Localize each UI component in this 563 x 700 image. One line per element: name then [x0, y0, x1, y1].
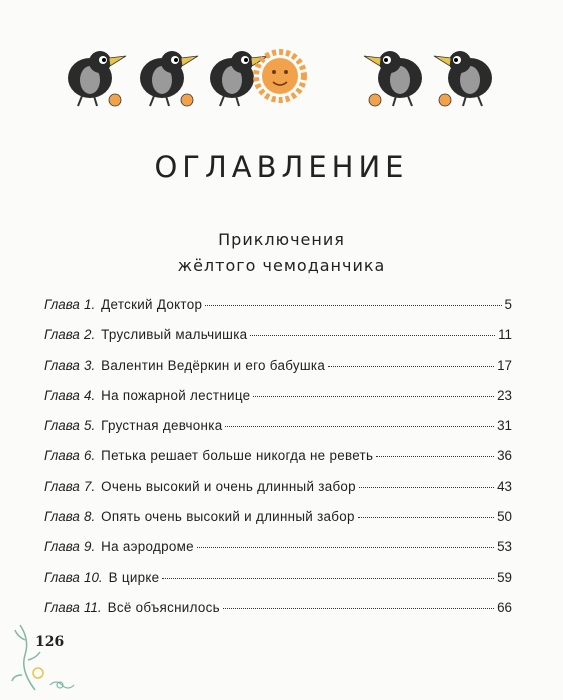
- chapter-page-number: 17: [497, 357, 512, 373]
- dot-leader: [162, 578, 494, 579]
- crow-illustration: [364, 51, 422, 106]
- chapter-number: 9.: [84, 539, 96, 555]
- dot-leader: [223, 608, 494, 609]
- toc-entry[interactable]: [44, 358, 512, 388]
- chapter-title: Очень высокий и очень длинный забор: [101, 478, 356, 494]
- chapter-number: 1.: [84, 297, 96, 312]
- chapter-page-number: 50: [497, 509, 512, 525]
- toc-entry[interactable]: [44, 600, 512, 630]
- chapter-word: Глава: [44, 418, 80, 434]
- chapter-page-number: 43: [497, 478, 512, 494]
- table-of-contents: [44, 297, 512, 630]
- toc-entry[interactable]: [44, 388, 512, 418]
- chapter-word: Глава: [44, 478, 80, 494]
- dot-leader: [205, 305, 501, 306]
- chapter-title: Трусливый мальчишка: [101, 327, 248, 343]
- crows-and-sun-banner: [60, 40, 500, 112]
- chapter-page-number: 23: [497, 387, 512, 403]
- chapter-number: 11.: [84, 599, 102, 615]
- chapter-title: На пожарной лестнице: [101, 387, 251, 403]
- chapter-title: Грустная девчонка: [101, 418, 223, 434]
- chapter-word: Глава: [44, 509, 80, 525]
- chapter-number: 2.: [84, 327, 96, 343]
- book-subtitle-line-2: жёлтого чемоданчика: [177, 256, 386, 275]
- chapter-word: Глава: [44, 357, 80, 373]
- toc-entry[interactable]: [44, 297, 512, 327]
- dot-leader: [250, 335, 495, 336]
- chapter-title: Детский Доктор: [101, 297, 203, 312]
- chapter-number: 10.: [84, 569, 103, 585]
- dot-leader: [225, 426, 494, 427]
- chapter-page-number: 11: [498, 327, 512, 343]
- chapter-page-number: 59: [497, 569, 512, 585]
- page-number: 126: [35, 634, 65, 650]
- chapter-title: Петька решает больше никогда не реветь: [101, 448, 374, 464]
- chapter-number: 8.: [84, 509, 96, 525]
- toc-entry[interactable]: [44, 570, 512, 600]
- sun-icon: [256, 52, 304, 100]
- crow-illustration: [434, 51, 492, 106]
- chapter-word: Глава: [44, 599, 80, 615]
- chapter-page-number: 53: [497, 539, 512, 555]
- chapter-title: В цирке: [108, 569, 160, 585]
- chapter-number: 6.: [84, 448, 96, 464]
- chapter-word: Глава: [44, 327, 80, 343]
- chapter-title: Всё объяснилось: [107, 599, 220, 615]
- toc-entry[interactable]: [44, 539, 512, 569]
- dot-leader: [358, 517, 494, 518]
- toc-entry[interactable]: [44, 327, 512, 357]
- chapter-word: Глава: [44, 297, 80, 312]
- toc-entry[interactable]: [44, 479, 512, 509]
- toc-entry[interactable]: [44, 418, 512, 448]
- chapter-word: Глава: [44, 387, 80, 403]
- chapter-word: Глава: [44, 539, 80, 555]
- floral-ornament-icon: [10, 615, 80, 695]
- chapter-page-number: 31: [497, 418, 512, 434]
- chapter-word: Глава: [44, 569, 80, 585]
- dot-leader: [376, 456, 494, 457]
- chapter-title: Валентин Ведёркин и его бабушка: [101, 357, 326, 373]
- dot-leader: [253, 396, 494, 397]
- book-subtitle-line-1: Приключения: [218, 230, 345, 249]
- page-title: ОГЛАВЛЕНИЕ: [154, 150, 409, 184]
- chapter-number: 5.: [84, 418, 96, 434]
- chapter-page-number: 36: [497, 448, 512, 464]
- crow-illustration: [68, 51, 126, 106]
- crow-illustration: [140, 51, 198, 106]
- dot-leader: [328, 366, 494, 367]
- chapter-page-number: 66: [497, 599, 512, 615]
- chapter-title: Опять очень высокий и длинный забор: [101, 509, 355, 525]
- dot-leader: [359, 487, 494, 488]
- dot-leader: [197, 547, 494, 548]
- chapter-number: 4.: [84, 387, 96, 403]
- chapter-title: На аэродроме: [101, 539, 194, 555]
- chapter-number: 3.: [84, 357, 96, 373]
- chapter-number: 7.: [84, 478, 96, 494]
- chapter-page-number: 5: [504, 297, 512, 312]
- toc-entry[interactable]: [44, 509, 512, 539]
- toc-entry[interactable]: [44, 448, 512, 478]
- chapter-word: Глава: [44, 448, 80, 464]
